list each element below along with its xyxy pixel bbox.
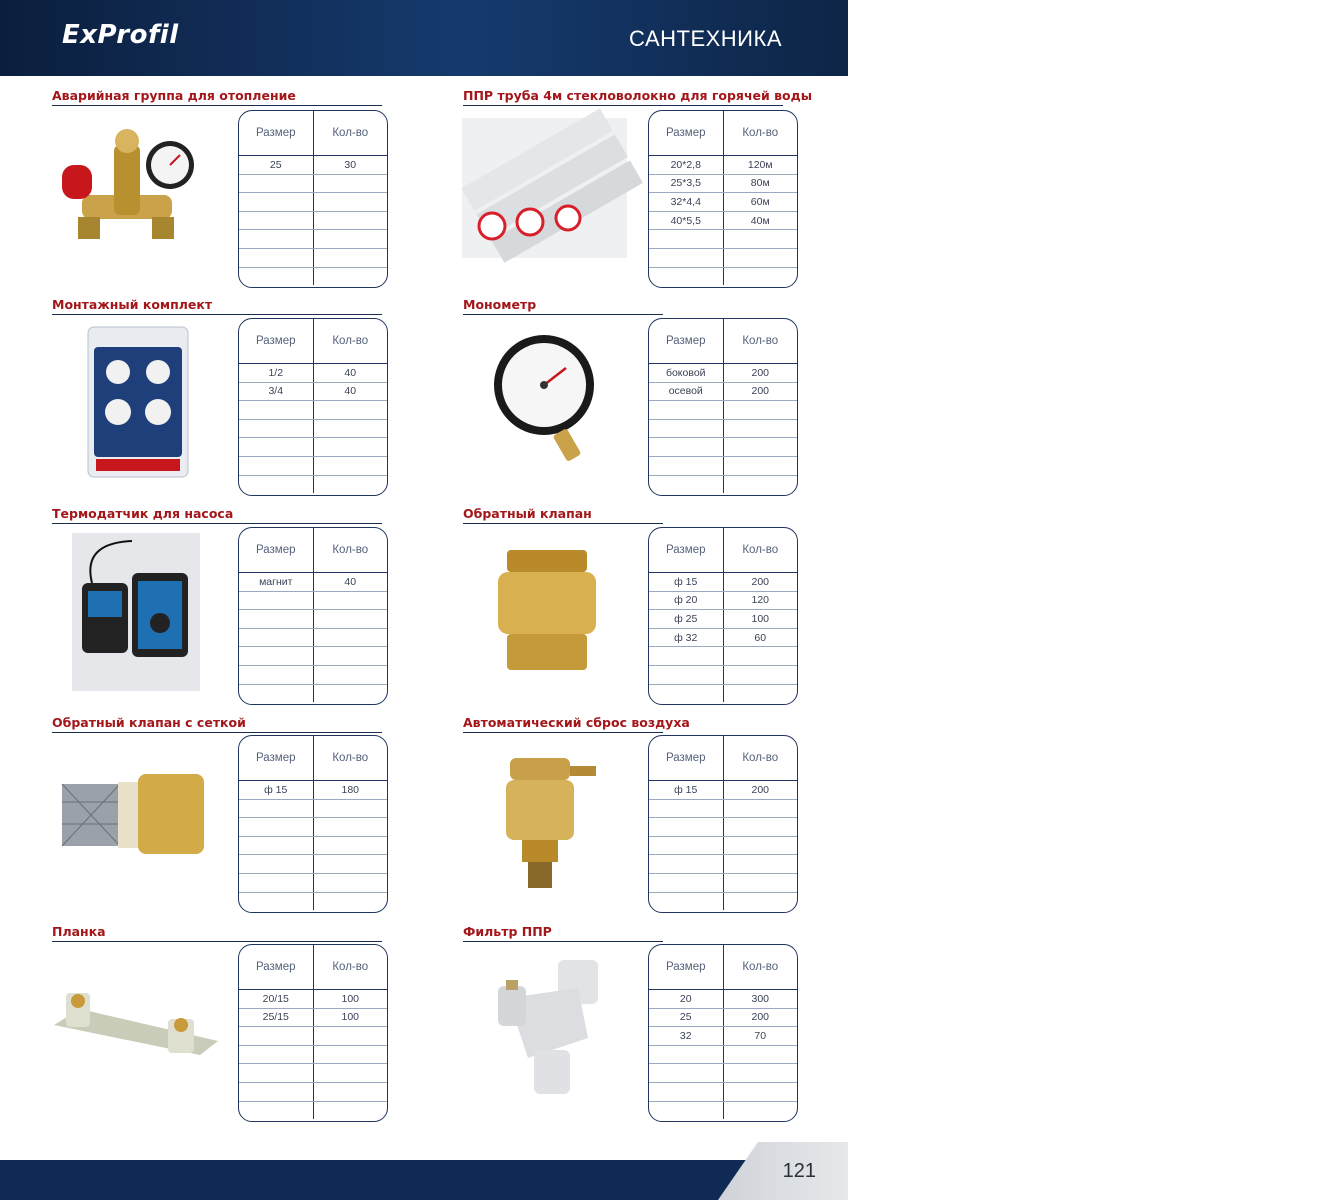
- table-header: [649, 945, 797, 990]
- table-header-cell: Кол-во: [332, 961, 369, 973]
- table-header: [239, 319, 387, 364]
- table-cell: 200: [751, 1011, 770, 1024]
- table-header-cell: Кол-во: [742, 335, 779, 347]
- manometer-image: [484, 330, 614, 479]
- table-cell: 60: [754, 631, 767, 644]
- table-cell: [649, 249, 724, 267]
- table-cell: [239, 1064, 314, 1082]
- table-header-cell: Кол-во: [742, 127, 779, 139]
- table-row: [649, 666, 797, 685]
- table-row: [649, 1102, 797, 1120]
- table-row: [239, 438, 387, 457]
- table-header-cell: Размер: [239, 319, 314, 363]
- table-row: [649, 818, 797, 837]
- table-cell: [314, 1027, 388, 1045]
- table-cell: [649, 1046, 724, 1064]
- table-cell: [314, 647, 388, 665]
- table-cell: [724, 874, 798, 892]
- table-cell: [649, 1102, 724, 1120]
- table-cell: 25: [649, 1009, 724, 1027]
- table-cell: [314, 837, 388, 855]
- table-cell: [239, 685, 314, 703]
- table-cell: [649, 837, 724, 855]
- table-cell: [649, 855, 724, 873]
- table-cell: [649, 666, 724, 684]
- table-row: [239, 268, 387, 286]
- table-cell: [314, 818, 388, 836]
- table-header: [239, 945, 387, 990]
- table-cell: 20*2,8: [649, 156, 724, 174]
- table-row: [239, 629, 387, 648]
- table-header-cell: Размер: [239, 528, 314, 572]
- table-row: [649, 420, 797, 439]
- page-footer: [0, 1160, 848, 1200]
- table-cell: [314, 874, 388, 892]
- table-row: [239, 193, 387, 212]
- ppr-filter-image: [488, 958, 618, 1102]
- table-cell: [314, 230, 388, 248]
- table-cell: [314, 175, 388, 193]
- table-cell: [649, 800, 724, 818]
- table-cell: [649, 874, 724, 892]
- table-cell: [314, 249, 388, 267]
- table-row: [239, 1009, 387, 1028]
- table-cell: 100: [751, 612, 770, 625]
- table-row: [649, 268, 797, 286]
- table-header-cell: Размер: [649, 736, 724, 780]
- table-cell: [314, 1102, 388, 1120]
- table-cell: [724, 666, 798, 684]
- table-cell: [724, 837, 798, 855]
- table-header-cell: Размер: [239, 736, 314, 780]
- table-cell: [314, 476, 388, 494]
- table-header-cell: Размер: [649, 528, 724, 572]
- table-header-cell: Размер: [649, 945, 724, 989]
- table-row: [239, 1027, 387, 1046]
- table-row: [649, 193, 797, 212]
- table-row: [649, 837, 797, 856]
- table-header-cell: Размер: [239, 111, 314, 155]
- mounting-kit-image: [88, 327, 188, 481]
- product-title: Аварийная группа для отопление: [52, 88, 296, 103]
- table-cell: [314, 800, 388, 818]
- table-row: [239, 781, 387, 800]
- table-cell: [239, 800, 314, 818]
- table-cell: 100: [341, 992, 360, 1005]
- stock-table: [238, 527, 388, 705]
- table-row: [649, 156, 797, 175]
- table-cell: 300: [751, 992, 770, 1005]
- table-cell: [724, 1083, 798, 1101]
- table-cell: ф 20: [649, 592, 724, 610]
- table-row: [649, 592, 797, 611]
- table-cell: [239, 610, 314, 628]
- table-cell: [649, 1064, 724, 1082]
- table-row: [239, 818, 387, 837]
- table-row: [649, 1046, 797, 1065]
- product-title: Обратный клапан: [463, 506, 592, 521]
- table-cell: [239, 629, 314, 647]
- table-row: [239, 212, 387, 231]
- table-cell: [724, 818, 798, 836]
- table-cell: [649, 818, 724, 836]
- table-row: [239, 156, 387, 175]
- table-row: [239, 420, 387, 439]
- table-row: [649, 457, 797, 476]
- table-cell: [239, 893, 314, 911]
- table-row: [649, 855, 797, 874]
- table-cell: [649, 893, 724, 911]
- check-valve-image: [492, 550, 602, 679]
- table-row: [239, 1046, 387, 1065]
- table-cell: [724, 800, 798, 818]
- table-cell: [314, 610, 388, 628]
- table-row: [239, 685, 387, 703]
- table-row: [649, 1027, 797, 1046]
- table-cell: [724, 476, 798, 494]
- stock-table: [648, 944, 798, 1122]
- table-row: [239, 647, 387, 666]
- table-cell: 40м: [750, 214, 770, 227]
- table-cell: [314, 592, 388, 610]
- table-cell: [314, 685, 388, 703]
- product-title: Обратный клапан с сеткой: [52, 715, 246, 730]
- table-cell: [314, 1046, 388, 1064]
- table-row: [649, 781, 797, 800]
- table-cell: 120: [751, 594, 770, 607]
- table-header-cell: Кол-во: [332, 544, 369, 556]
- table-cell: ф 15: [649, 573, 724, 591]
- table-row: [649, 230, 797, 249]
- table-cell: [649, 401, 724, 419]
- table-header-cell: Кол-во: [742, 752, 779, 764]
- table-cell: [239, 1083, 314, 1101]
- product-title: Планка: [52, 924, 106, 939]
- table-row: [649, 175, 797, 194]
- table-row: [649, 990, 797, 1009]
- table-cell: [314, 629, 388, 647]
- table-cell: [649, 230, 724, 248]
- table-cell: 80м: [750, 177, 770, 190]
- table-row: [649, 212, 797, 231]
- table-header-cell: Размер: [649, 319, 724, 363]
- table-cell: [724, 1102, 798, 1120]
- table-cell: 200: [751, 783, 770, 796]
- table-header-cell: Размер: [239, 945, 314, 989]
- table-row: [239, 1102, 387, 1120]
- table-cell: [239, 212, 314, 230]
- table-cell: 3/4: [239, 383, 314, 401]
- table-row: [239, 610, 387, 629]
- table-cell: [239, 1102, 314, 1120]
- table-cell: 40: [344, 385, 357, 398]
- table-header-cell: Кол-во: [332, 335, 369, 347]
- page-header: ExProfil САНТЕХНИКА Kaspi.kz: [0, 0, 848, 76]
- table-cell: [314, 438, 388, 456]
- table-row: [239, 800, 387, 819]
- table-row: [649, 647, 797, 666]
- table-row: [239, 874, 387, 893]
- table-cell: [239, 647, 314, 665]
- table-cell: [649, 476, 724, 494]
- product-title: Автоматический сброс воздуха: [463, 715, 690, 730]
- stock-table: [648, 318, 798, 496]
- table-cell: 40: [344, 575, 357, 588]
- table-cell: боковой: [649, 364, 724, 382]
- table-cell: магнит: [239, 573, 314, 591]
- table-header: [239, 528, 387, 573]
- table-cell: 180: [341, 783, 360, 796]
- table-row: [649, 383, 797, 402]
- table-cell: 32: [649, 1027, 724, 1045]
- table-cell: [239, 401, 314, 419]
- table-cell: 30: [344, 158, 357, 171]
- table-row: [649, 438, 797, 457]
- table-cell: [239, 249, 314, 267]
- stock-table: [238, 944, 388, 1122]
- mounting-plate-image: [50, 985, 225, 1069]
- table-cell: [724, 685, 798, 703]
- table-cell: [239, 592, 314, 610]
- product-title: Фильтр ППР: [463, 924, 552, 939]
- table-cell: [239, 1027, 314, 1045]
- table-row: [239, 1064, 387, 1083]
- table-cell: 20: [649, 990, 724, 1008]
- table-row: [649, 573, 797, 592]
- table-header: [649, 111, 797, 156]
- table-row: [239, 837, 387, 856]
- table-cell: [239, 837, 314, 855]
- table-cell: [239, 457, 314, 475]
- table-cell: 40*5,5: [649, 212, 724, 230]
- stock-table: [648, 527, 798, 705]
- table-cell: [239, 438, 314, 456]
- table-row: [649, 1083, 797, 1102]
- table-cell: [239, 175, 314, 193]
- table-header-cell: Кол-во: [742, 961, 779, 973]
- table-cell: [649, 647, 724, 665]
- emergency-group-image: [52, 125, 202, 259]
- table-cell: [239, 666, 314, 684]
- table-cell: [724, 1046, 798, 1064]
- table-row: [239, 364, 387, 383]
- brand-logo: ExProfil: [62, 20, 179, 50]
- table-cell: [314, 855, 388, 873]
- table-cell: [314, 193, 388, 211]
- stock-table: [648, 735, 798, 913]
- table-cell: ф 15: [239, 781, 314, 799]
- table-cell: [239, 476, 314, 494]
- table-cell: [724, 230, 798, 248]
- product-title: Монометр: [463, 297, 537, 312]
- table-cell: ф 25: [649, 610, 724, 628]
- table-cell: [314, 666, 388, 684]
- table-cell: [239, 1046, 314, 1064]
- table-cell: 60м: [750, 195, 770, 208]
- table-header: [649, 528, 797, 573]
- table-cell: 20/15: [239, 990, 314, 1008]
- table-cell: [724, 268, 798, 286]
- table-row: [239, 401, 387, 420]
- table-cell: [649, 1083, 724, 1101]
- table-row: [649, 1009, 797, 1028]
- table-cell: [239, 230, 314, 248]
- page-number: 121: [782, 1160, 816, 1182]
- table-row: [239, 457, 387, 476]
- stock-table: [238, 735, 388, 913]
- table-row: [239, 855, 387, 874]
- table-cell: [239, 420, 314, 438]
- thermosensor-image: [72, 533, 200, 695]
- table-cell: [724, 855, 798, 873]
- table-cell: 40: [344, 366, 357, 379]
- table-row: [649, 364, 797, 383]
- table-row: [239, 666, 387, 685]
- table-row: [239, 592, 387, 611]
- table-row: [649, 1064, 797, 1083]
- table-cell: [649, 438, 724, 456]
- air-vent-image: [500, 752, 600, 896]
- table-cell: 200: [751, 575, 770, 588]
- table-cell: [314, 1083, 388, 1101]
- table-row: [239, 893, 387, 911]
- table-cell: [314, 268, 388, 286]
- table-row: [239, 249, 387, 268]
- table-cell: [314, 401, 388, 419]
- table-row: [649, 476, 797, 494]
- page-title: САНТЕХНИКА: [629, 26, 782, 51]
- table-row: [239, 230, 387, 249]
- table-row: [649, 800, 797, 819]
- table-cell: 70: [754, 1029, 767, 1042]
- table-cell: [239, 855, 314, 873]
- table-row: [649, 249, 797, 268]
- table-cell: [724, 647, 798, 665]
- kaspi-logo-icon: [1192, 82, 1226, 116]
- table-row: [649, 893, 797, 911]
- table-header-cell: Кол-во: [332, 127, 369, 139]
- table-cell: 25/15: [239, 1009, 314, 1027]
- table-header-cell: Кол-во: [742, 544, 779, 556]
- table-row: [239, 175, 387, 194]
- table-cell: [649, 685, 724, 703]
- stock-table: [648, 110, 798, 288]
- table-cell: [724, 249, 798, 267]
- table-row: [239, 990, 387, 1009]
- table-header-cell: Размер: [649, 111, 724, 155]
- table-cell: [724, 401, 798, 419]
- table-cell: 120м: [747, 158, 773, 171]
- table-cell: [239, 193, 314, 211]
- product-title: ППР труба 4м стекловолокно для горячей воды: [463, 88, 813, 103]
- table-row: [649, 401, 797, 420]
- table-cell: [314, 212, 388, 230]
- table-cell: 100: [341, 1011, 360, 1024]
- table-header: [649, 736, 797, 781]
- table-cell: [724, 457, 798, 475]
- strainer-valve-image: [62, 772, 212, 861]
- product-title: Монтажный комплект: [52, 297, 213, 312]
- table-row: [239, 476, 387, 494]
- table-row: [649, 874, 797, 893]
- ppr-pipe-image: [462, 118, 627, 262]
- table-cell: [239, 874, 314, 892]
- table-row: [649, 610, 797, 629]
- table-cell: 200: [751, 366, 770, 379]
- table-cell: [239, 268, 314, 286]
- table-cell: 25*3,5: [649, 175, 724, 193]
- table-cell: 32*4,4: [649, 193, 724, 211]
- table-cell: 1/2: [239, 364, 314, 382]
- table-row: [239, 573, 387, 592]
- table-row: [649, 629, 797, 648]
- table-header: [239, 736, 387, 781]
- table-cell: [239, 818, 314, 836]
- table-cell: [649, 268, 724, 286]
- table-cell: ф 32: [649, 629, 724, 647]
- table-row: [239, 383, 387, 402]
- stock-table: [238, 318, 388, 496]
- table-cell: осевой: [649, 383, 724, 401]
- table-cell: [724, 420, 798, 438]
- table-row: [649, 685, 797, 703]
- table-cell: [724, 438, 798, 456]
- table-cell: ф 15: [649, 781, 724, 799]
- table-cell: [724, 1064, 798, 1082]
- table-header: [239, 111, 387, 156]
- table-cell: [649, 420, 724, 438]
- table-cell: [314, 457, 388, 475]
- table-header-cell: Кол-во: [332, 752, 369, 764]
- table-cell: 25: [239, 156, 314, 174]
- table-cell: [314, 893, 388, 911]
- table-header: [649, 319, 797, 364]
- stock-table: [238, 110, 388, 288]
- table-cell: 200: [751, 385, 770, 398]
- table-cell: [724, 893, 798, 911]
- table-cell: [314, 1064, 388, 1082]
- table-cell: [314, 420, 388, 438]
- table-cell: [649, 457, 724, 475]
- product-title: Термодатчик для насоса: [52, 506, 234, 521]
- table-row: [239, 1083, 387, 1102]
